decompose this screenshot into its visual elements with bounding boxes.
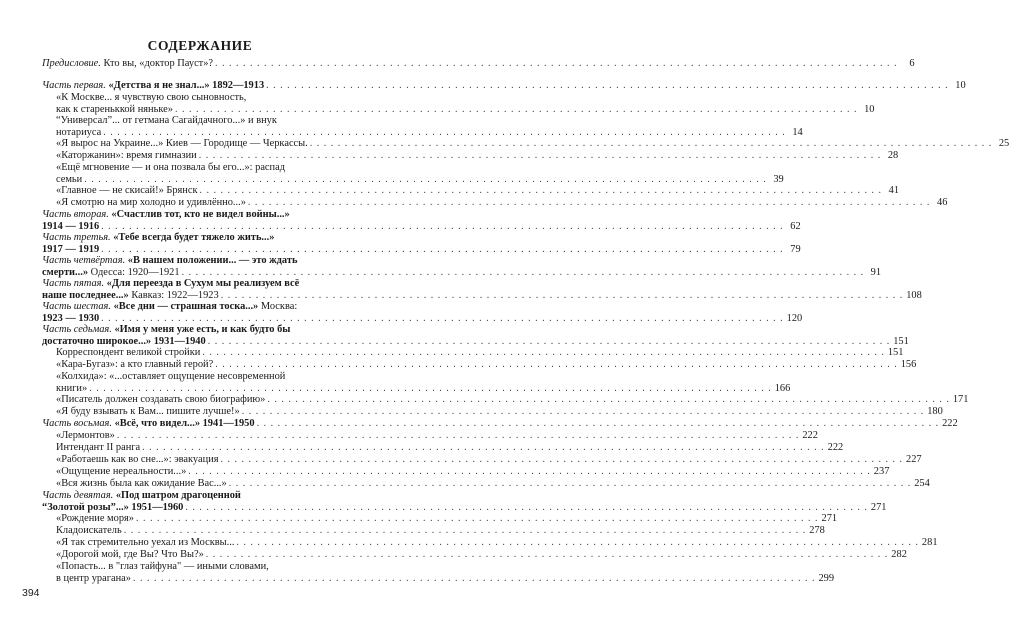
toc-page-number: 254 — [914, 478, 930, 489]
entry-text: Кладоискатель — [56, 525, 122, 536]
toc-entry-text — [42, 221, 99, 233]
entry-text: как к стареньккой няньке» — [56, 103, 173, 115]
toc-entry-line — [56, 525, 825, 537]
toc-entry-line — [42, 209, 376, 221]
toc-entry-line — [56, 371, 376, 383]
toc-entry-text — [56, 406, 240, 418]
toc-entry-line — [56, 394, 969, 406]
toc-page-number: 108 — [906, 289, 922, 301]
section-title: «Детства я не знал...» 1892—1913 — [105, 80, 265, 91]
toc-entry — [42, 418, 958, 430]
entry-text: в центр урагана» — [56, 572, 131, 584]
toc-entry-line — [56, 478, 930, 490]
entry-text: «Рождение моря» — [56, 513, 135, 524]
toc-entry-line — [56, 549, 907, 561]
entry-text: «Кара-Бугаз»: а кто главный герой? — [56, 359, 214, 370]
toc-entry-line — [42, 501, 887, 514]
toc-entry-line — [56, 103, 875, 116]
entry-text: «Я вырос на Украине...» Киев — Городище — Черкассы. — [56, 138, 308, 149]
toc-entry-text — [42, 209, 290, 221]
section-title: «В нашем положении... — это ждать — [125, 255, 298, 266]
toc-subentry — [56, 513, 838, 525]
toc-entry-text — [56, 394, 265, 406]
section-title: «Все дни — страшная тоска...» — [110, 301, 259, 312]
entry-text: «Каторжанин»: время гимназии — [56, 150, 197, 161]
toc-entry-text — [56, 478, 227, 490]
toc-entry — [42, 301, 803, 324]
toc-entry-line — [56, 359, 917, 371]
toc-entry-text — [56, 454, 219, 466]
contents-heading: СОДЕРЖАНИЕ — [147, 38, 253, 53]
toc-entry-line — [42, 243, 801, 256]
toc-entry — [42, 80, 966, 92]
dot-leader — [117, 430, 800, 442]
toc-page-number: 282 — [891, 549, 907, 560]
dot-leader — [101, 221, 784, 233]
toc-entry-text — [56, 150, 197, 162]
toc-entry-line — [56, 513, 838, 525]
dot-leader — [133, 573, 816, 585]
dot-leader — [101, 244, 784, 256]
section-title: «Всё, что видел...» 1941—1950 — [111, 418, 255, 429]
toc-entry-text — [42, 490, 241, 502]
dot-leader — [101, 313, 784, 325]
toc-entry-text — [42, 255, 297, 267]
entry-text: «Вся жизнь была как ожидание Вас...» — [56, 478, 227, 489]
toc-page-number: 25 — [998, 138, 1009, 149]
entry-text: нотариуса — [56, 126, 102, 138]
section-title: наше последнее...» — [42, 289, 129, 301]
toc-entry-text — [56, 127, 101, 139]
dot-leader — [202, 347, 885, 359]
toc-entry-text — [56, 371, 285, 383]
toc-page-number: 79 — [790, 243, 801, 255]
toc-entry — [42, 209, 801, 232]
dot-leader — [188, 466, 871, 478]
entry-text: Кто вы, «доктор Пауст»? — [100, 58, 214, 69]
entry-text: «Я так стремительно уехал из Москвы... — [56, 537, 235, 548]
toc-entry-text — [56, 561, 269, 573]
toc-entry — [42, 490, 887, 513]
dot-leader — [248, 197, 931, 209]
section-title: «Счастлив тот, кто не видел войны...» — [108, 209, 290, 220]
entry-text: семьи — [56, 173, 83, 185]
page-number: 394 — [22, 587, 40, 599]
toc-page-number: 222 — [942, 418, 958, 429]
toc-entry-text — [42, 267, 180, 279]
toc-subentry — [56, 478, 930, 490]
toc-page-number: 28 — [887, 150, 899, 161]
toc-entry-text — [42, 278, 299, 290]
toc-entry-text — [42, 244, 99, 256]
toc-subentry — [56, 197, 948, 209]
dot-leader — [103, 127, 786, 139]
toc-subentry — [56, 454, 922, 466]
toc-entry-line — [56, 561, 376, 573]
toc-entry-line — [42, 324, 376, 336]
dot-leader — [182, 267, 865, 279]
toc-entry-text — [56, 537, 234, 549]
dot-leader — [175, 104, 858, 116]
dot-leader — [257, 418, 940, 430]
dot-leader — [229, 478, 912, 490]
toc-page-number: 39 — [773, 173, 784, 185]
dot-leader — [267, 394, 950, 406]
entry-text: «Работаешь как во сне...»: эвакуация — [56, 454, 219, 465]
toc-subentry — [56, 359, 917, 371]
toc-subentry — [56, 549, 907, 561]
dot-leader — [236, 537, 919, 549]
toc-entry-text — [42, 502, 183, 514]
toc-subentry — [56, 138, 1009, 150]
entry-text: «Дорогой мой, где Вы? Что Вы?» — [56, 549, 204, 560]
toc-entry-text — [42, 301, 297, 313]
toc-page-number: 14 — [792, 126, 803, 138]
part-label: Часть вторая. — [42, 209, 109, 220]
dot-leader — [242, 406, 925, 418]
toc-entry — [42, 232, 801, 255]
toc-page-number: 46 — [937, 197, 948, 208]
toc-entry-text — [42, 313, 99, 325]
part-label: Часть шестая. — [42, 301, 111, 312]
toc-entry-line — [56, 115, 376, 127]
entry-text: Кавказ: 1922—1923 — [128, 289, 219, 301]
toc-page-number: 237 — [873, 466, 890, 477]
entry-text: «Лермонтов» — [56, 430, 115, 441]
toc-entry-text — [56, 92, 246, 104]
toc-entry-line — [42, 278, 376, 290]
toc-entry-text — [42, 324, 290, 336]
toc-entry-text — [56, 573, 131, 585]
toc-page-number: 166 — [774, 382, 791, 394]
toc-entry-line — [42, 80, 966, 92]
toc-entry-line — [56, 150, 899, 162]
toc-page-number: 10 — [864, 103, 875, 115]
dot-leader — [84, 174, 767, 186]
dot-leader — [136, 513, 819, 525]
toc-entry-line — [42, 335, 909, 348]
section-title: 1923 — 1930 — [42, 312, 100, 324]
toc-entry-line — [56, 430, 818, 442]
toc-entry-line — [56, 572, 835, 585]
dot-leader — [200, 185, 883, 197]
toc-entry-line — [42, 289, 922, 302]
toc-entry-text — [56, 185, 198, 197]
toc-entry-line — [42, 301, 376, 313]
toc-entry-line — [42, 255, 376, 267]
toc-subentry — [56, 406, 943, 418]
toc-entry-text — [56, 347, 200, 359]
toc-entry-line — [56, 406, 943, 418]
toc-page-number: 171 — [952, 394, 969, 405]
dot-leader — [124, 525, 807, 537]
toc-entry-text — [56, 549, 204, 561]
toc-page-number: 271 — [821, 513, 838, 524]
toc-page-number: 151 — [893, 335, 909, 347]
toc-entry-line — [42, 58, 915, 70]
toc-entry-line — [56, 454, 922, 466]
dot-leader — [221, 290, 904, 302]
dot-leader — [206, 549, 889, 561]
toc-subentry — [56, 394, 969, 406]
entry-text: Корреспондент великой стройки — [56, 347, 201, 358]
toc-entry-line — [56, 197, 948, 209]
dot-leader — [215, 58, 898, 70]
dot-leader — [266, 80, 949, 92]
section-title: достаточно широкое...» 1931—1940 — [42, 335, 206, 347]
toc-entry-line — [56, 92, 376, 104]
toc-entry-line — [42, 490, 376, 502]
toc-entry-text — [56, 138, 308, 150]
toc-subentry — [56, 347, 904, 359]
entry-text: «Попасть... в "глаз тайфуна" — иными словами, — [56, 561, 269, 572]
toc-subentry — [56, 430, 818, 442]
toc-entry-text — [56, 430, 115, 442]
toc-page-number: 62 — [790, 220, 801, 232]
toc-entry-text — [56, 525, 122, 537]
toc-entry-text — [56, 442, 140, 454]
dot-leader — [199, 150, 882, 162]
toc-entry-text — [42, 290, 219, 302]
toc-page-number: 6 — [909, 58, 915, 69]
dot-leader — [208, 336, 891, 348]
section-title: смерти...» — [42, 266, 89, 278]
toc-entry-text — [42, 336, 206, 348]
toc-page-number: 151 — [887, 347, 904, 358]
section-title: 1917 — 1919 — [42, 243, 100, 255]
toc-entry-text — [42, 58, 213, 70]
dot-leader — [142, 442, 825, 454]
dot-leader — [185, 502, 868, 514]
toc-entry-text — [56, 513, 134, 525]
toc-subentry — [56, 115, 803, 138]
toc-entry-line — [56, 466, 890, 478]
part-label: Предисловие. — [42, 58, 101, 69]
toc-entry-text — [56, 197, 246, 209]
toc-entry-text — [42, 80, 264, 92]
dot-leader — [215, 359, 898, 371]
toc-page-number: 10 — [955, 80, 966, 91]
toc-page-number: 227 — [906, 454, 922, 465]
toc-entry — [42, 324, 909, 347]
toc-subentry — [56, 92, 875, 115]
entry-text: Москва: — [258, 301, 298, 312]
toc-entry-line — [42, 220, 801, 233]
dot-leader — [310, 138, 993, 150]
toc-page-number: 299 — [818, 572, 835, 584]
entry-text: Одесса: 1920—1921 — [88, 266, 180, 278]
toc-subentry — [56, 162, 784, 185]
dot-leader — [221, 454, 904, 466]
toc-page-number: 41 — [888, 185, 900, 196]
part-label: Часть третья. — [42, 232, 111, 243]
entry-text: «Я буду взывать к Вам... пишите лучше!» — [56, 406, 240, 417]
toc-entry-text — [56, 174, 82, 186]
toc-entry-line — [56, 185, 900, 197]
section-title: 1914 — 1916 — [42, 220, 100, 232]
entry-text: книги» — [56, 382, 88, 394]
toc-entry — [42, 278, 922, 301]
section-title: «Тебе всегда будет тяжело жить...» — [110, 232, 275, 243]
toc-page-number: 180 — [927, 406, 943, 417]
part-label: Часть четвёртая. — [42, 255, 126, 266]
toc-entry-line — [56, 173, 784, 186]
entry-text: “Универсал”... от гетмана Сагайдачного...» и внук — [56, 115, 277, 126]
section-title: “Золотой розы”...» 1951—1960 — [42, 501, 184, 513]
toc-page-number: 222 — [802, 430, 818, 441]
toc-entry — [42, 255, 882, 278]
toc-entry-line — [56, 162, 376, 174]
toc-entry-line — [42, 232, 376, 244]
toc-entry — [42, 58, 915, 70]
toc-entry-text — [56, 162, 285, 174]
toc-subentry — [56, 525, 825, 537]
toc-subentry — [56, 185, 900, 197]
part-label: Часть седьмая. — [42, 324, 112, 335]
toc-entry-line — [42, 266, 882, 279]
part-label: Часть восьмая. — [42, 418, 112, 429]
toc-entry-line — [56, 126, 803, 139]
toc-subentry — [56, 371, 791, 394]
toc-page-number: 278 — [809, 525, 825, 536]
toc-entry-line — [42, 312, 803, 325]
toc-page-number: 156 — [900, 359, 917, 370]
entry-text: «Ещё мгновение — и она позвала бы его...»: распад — [56, 162, 285, 173]
toc-subentry — [56, 150, 899, 162]
entry-text: «К Москве... я чувствую свою сыновность, — [56, 92, 247, 103]
toc-entry-line — [56, 347, 904, 359]
toc-page-number: 120 — [786, 312, 803, 324]
toc-entry-line — [56, 442, 844, 454]
dot-leader — [89, 383, 772, 395]
entry-text: «Главное — не скисай!» Брянск — [56, 185, 198, 196]
toc-entry-text — [56, 383, 87, 395]
toc-subentry — [56, 537, 938, 549]
toc-entry-line — [56, 537, 938, 549]
section-title: «Для переезда в Сухум мы реализуем всё — [104, 278, 300, 289]
toc-entry-line — [42, 418, 958, 430]
toc-page-number: 222 — [827, 442, 844, 453]
toc-entry-text — [42, 418, 255, 430]
section-title: «Под шатром драгоценной — [113, 490, 241, 501]
section-title: «Имя у меня уже есть, и как будто бы — [111, 324, 291, 335]
entry-text: «Колхида»: «...оставляет ощущение несовременной — [56, 371, 286, 382]
part-label: Часть первая. — [42, 80, 106, 91]
toc-entry-line — [56, 138, 1009, 150]
toc-page-number: 271 — [870, 501, 887, 513]
toc-entry-text — [56, 115, 277, 127]
toc-page-number: 91 — [870, 266, 882, 278]
toc-page-number: 281 — [921, 537, 938, 548]
toc-entry-text — [56, 466, 186, 478]
toc-entry-text — [42, 232, 274, 244]
entry-text: Интендант II ранга — [56, 442, 141, 453]
toc-subentry — [56, 466, 890, 478]
toc-entry-line — [56, 382, 791, 395]
toc-subentry — [56, 561, 835, 584]
part-label: Часть пятая. — [42, 278, 105, 289]
part-label: Часть девятая. — [42, 490, 114, 501]
entry-text: «Писатель должен создавать свою биографию» — [56, 394, 266, 405]
toc-entry-text — [56, 359, 213, 371]
entry-text: «Я смотрю на мир холодно и удивлённо...» — [56, 197, 246, 208]
entry-text: «Ощущение нереальности...» — [56, 466, 187, 477]
toc-entry-text — [56, 104, 173, 116]
toc-subentry — [56, 442, 844, 454]
